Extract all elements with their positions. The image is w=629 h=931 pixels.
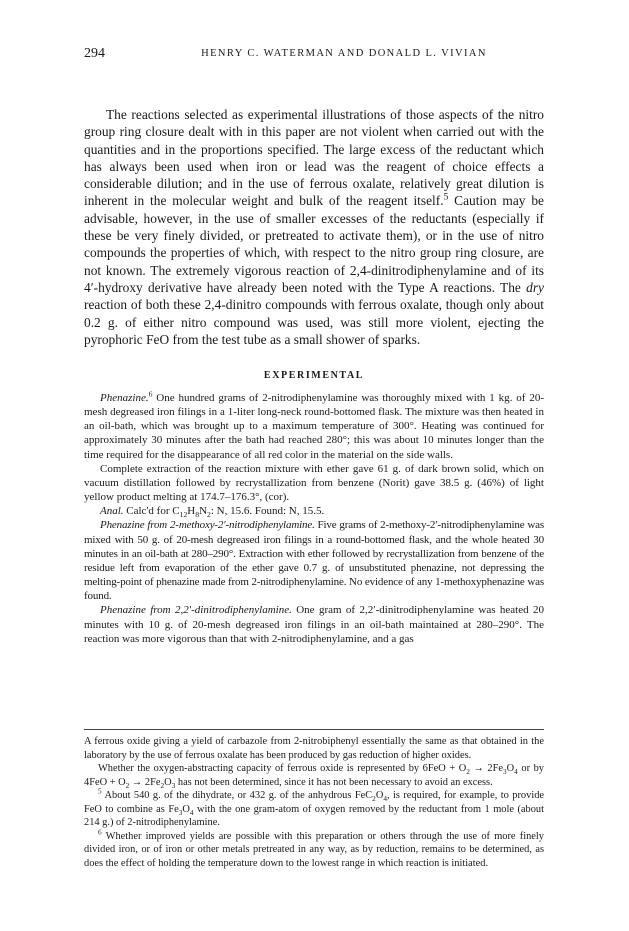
footnote-text: with the one gram-atom of oxygen removed by the reductant from 1 mole (about 214 g.) of 2-nitrodiphenylamine. — [84, 803, 544, 828]
subscript: 2 — [160, 781, 165, 790]
running-head: HENRY C. WATERMAN AND DONALD L. VIVIAN — [201, 48, 487, 59]
footnote-oxygen-capacity — [84, 762, 544, 789]
anal-text: Calc'd for C — [123, 505, 180, 518]
footnote-text: O — [375, 790, 384, 801]
subscript: 2 — [466, 768, 470, 777]
anal-text: : N, 15.6. Found: N, 15.5. — [210, 505, 325, 518]
phenazine-title: Phenazine. — [100, 392, 149, 404]
page-number: 294 — [84, 46, 105, 61]
methoxy-paragraph — [84, 518, 544, 603]
methoxy-text: Five grams of 2-methoxy-2′-nitrodiphenylamine was mixed with 50 g. of 20-mesh degreased iron filings in a round-bottomed flask, and the whole heated 30 minutes in an oil-bath at 280–290°. Extraction with ether followed by recrystallization from benzene of the residue left from evaporation of the ether gave 0.7 g. of unsubstituted phenazine, not depressing the melting-point of phenazine made from 2-nitrodiphenylamine. No evidence of any 1-methoxyphenazine was found. — [84, 519, 544, 603]
experimental-section — [84, 391, 544, 646]
footnote-text: O — [182, 803, 190, 815]
subscript: 2 — [207, 510, 211, 520]
footnotes — [84, 735, 544, 870]
footnote-text: Whether improved yields are possible with this preparation or others through the use of more finely divided iron, or of iron or other metals pretreated in any way, as by reduction, remains to be determined, as does the effect of holding the temperature down to the lowest range in which reaction is initiated. — [84, 830, 544, 869]
anal-label: Anal. — [100, 505, 124, 518]
footnote-ref-5: 5 — [443, 193, 449, 204]
footnote-continuation: A ferrous oxide giving a yield of carbazole from 2-nitrobiphenyl essentially the same as that obtained in the laboratory by the use of ferrous oxalate has been produced by gas reduction of higher oxides. — [84, 736, 544, 761]
footnote-mark-5: 5 — [98, 787, 102, 796]
footnote-text: , is required, for example, to provide FeO to combine as Fe — [84, 790, 545, 815]
subscript: 4 — [383, 795, 387, 804]
anal-text: H — [187, 505, 196, 518]
footnote-text: O — [164, 776, 172, 788]
dinitro-paragraph — [84, 603, 544, 645]
footnote-6 — [84, 830, 544, 871]
phenazine-paragraph — [84, 391, 544, 462]
footnote-text: → 2Fe — [469, 763, 504, 774]
subscript: 3 — [171, 781, 176, 790]
subscript: 8 — [195, 510, 200, 520]
footnote-rule — [84, 729, 544, 730]
intro-text-c: reaction of both these 2,4-dinitro compounds with ferrous oxalate, though only about 0.2 g. of either nitro compound was used, was still more violent, ejecting the pyrophoric FeO from the test tube as a small shower of sparks. — [84, 297, 544, 347]
analysis-paragraph — [84, 504, 544, 518]
subscript: 4 — [189, 808, 194, 817]
intro-text-a: The reactions selected as experimental illustrations of those aspects of the nitro group ring closure dealt with in this paper are not violent when carried out with the quantities and in the proportions specified. The large excess of the reductant which has always been used when iron or lead was the reagent of choice effects a considerable dilution; and in the use of ferrous oxalate, relatively great dilution is inherent in the molecular weight and bulk of the reagent itself. — [84, 107, 544, 209]
dinitro-text: One gram of 2,2′-dinitrodiphenylamine was heated 20 minutes with 10 g. of 20-mesh degreased iron filings in an oil-bath maintained at 280–290°. The reaction was more vigorous than that with 2-nitrodiphenylamine, and a gas — [84, 604, 544, 645]
subscript: 3 — [178, 808, 183, 817]
dry-emphasis: dry — [526, 279, 544, 295]
subscript: 4 — [514, 768, 518, 777]
footnote-5 — [84, 789, 544, 830]
footnote-text: → 2Fe — [129, 776, 161, 788]
subscript: 3 — [503, 768, 507, 777]
subscript: 12 — [179, 510, 188, 520]
footnote-text: Whether the oxygen-abstracting capacity of ferrous oxide is represented by 6FeO + O — [98, 763, 467, 774]
footnote-text: About 540 g. of the dihydrate, or 432 g. of the anhydrous FeC — [101, 790, 373, 801]
intro-paragraph — [84, 106, 544, 348]
footnote-text: O — [506, 763, 515, 774]
footnote-text: has not been determined, since it has not been necessary to avoid an excess. — [175, 776, 493, 788]
intro-text-b: Caution may be advisable, however, in the use of smaller excesses of the reductants (especially if these be very finely divided, or pretreated to activate them), or in the use of nitro compounds the properties of which, with respect to the nitro group ring closure, are not known. The extremely vigorous reaction of 2,4-dinitrodiphenylamine and of its 4′-hydroxy derivative have already been noted with the Type A reactions. The — [84, 193, 544, 295]
anal-text: N — [199, 505, 208, 518]
subscript: 2 — [372, 795, 376, 804]
footnote-ref-6: 6 — [148, 389, 153, 399]
dinitro-title: Phenazine from 2,2′-dinitrodiphenylamine. — [100, 604, 292, 617]
extraction-paragraph: Complete extraction of the reaction mixture with ether gave 61 g. of dark brown solid, which on vacuum distillation followed by recrystallization from benzene (Norit) gave 38.5 g. (46%) of light yellow product melting at 174.7–176.3°, (cor). — [84, 462, 544, 504]
footnote-mark-6: 6 — [98, 828, 102, 837]
section-heading-experimental: EXPERIMENTAL — [263, 370, 365, 381]
subscript: 2 — [125, 781, 130, 790]
footnote-text: or by 4FeO + O — [84, 763, 544, 788]
phenazine-text: One hundred grams of 2-nitrodiphenylamine was thoroughly mixed with 1 kg. of 20-mesh degreased iron filings in a 1-liter long-neck round-bottomed flask. The mixture was then heated in an oil-bath, which was brought up to a maximum temperature of 300°. Heating was continued for approximately 30 minutes after the bath had reached 280°; this was about 10 minutes longer than the time required for the disappearance of all red color in the material on the side walls. — [84, 392, 544, 461]
page-header — [84, 46, 544, 66]
methoxy-title: Phenazine from 2-methoxy-2′-nitrodiphenylamine. — [100, 519, 315, 532]
